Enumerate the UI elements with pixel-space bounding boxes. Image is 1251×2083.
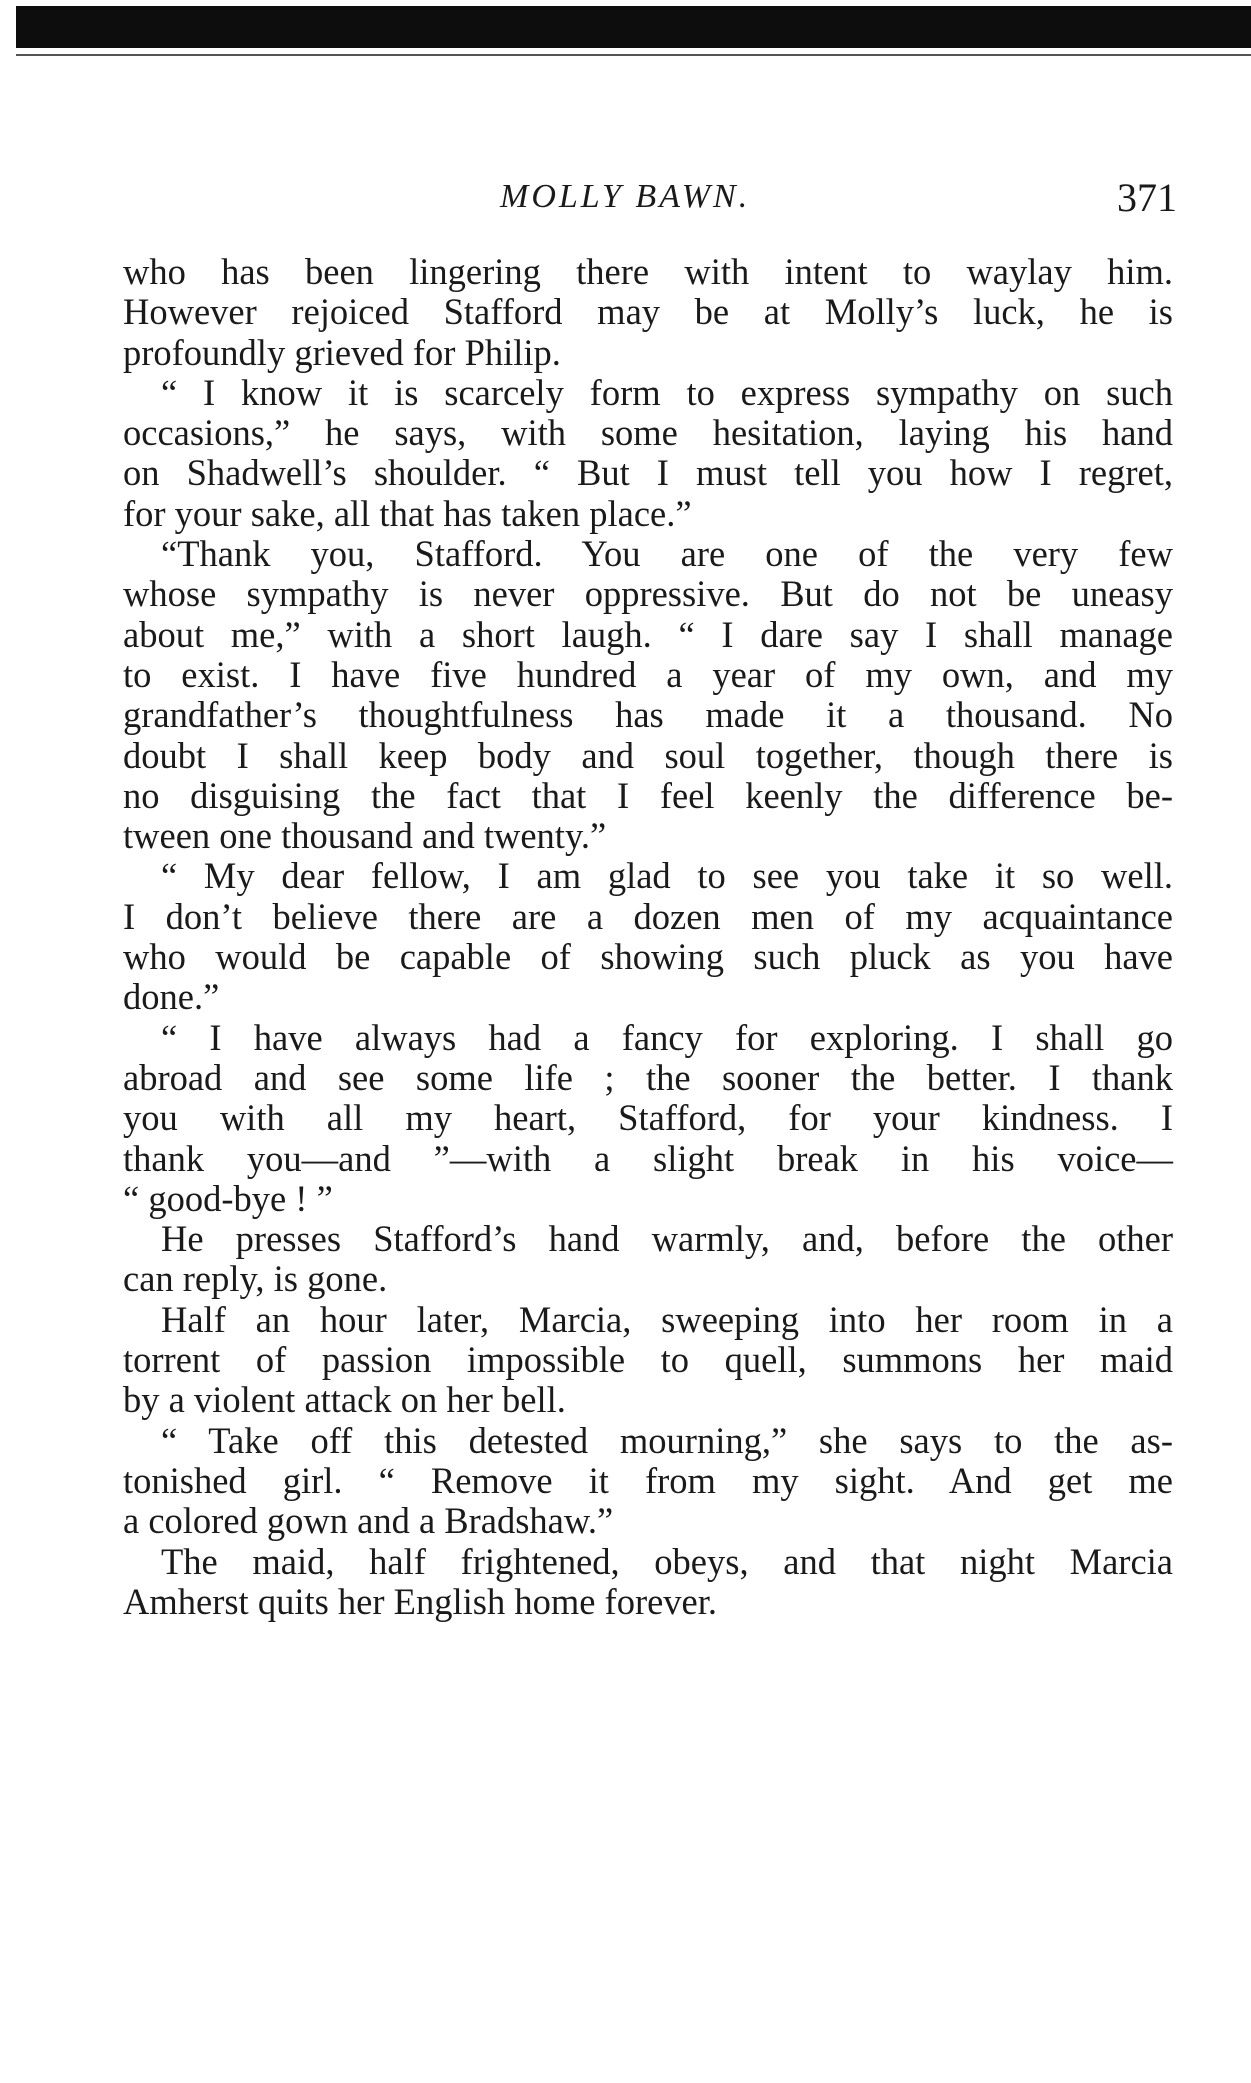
text-line: The maid, half frightened, obeys, and that night Marcia [161, 1540, 1173, 1582]
text-line: “ I know it is scarcely form to express sympathy on such [161, 371, 1173, 413]
text-line: whose sympathy is never oppressive. But do not be uneasy [123, 573, 1173, 615]
text-line: by a violent attack on her bell. [123, 1379, 566, 1421]
page-number: 371 [1117, 175, 1177, 220]
running-head: MOLLY BAWN. [500, 178, 751, 215]
text-line: doubt I shall keep body and soul together, though there is [123, 734, 1173, 776]
text-line: to exist. I have five hundred a year of my own, and my [123, 653, 1173, 695]
text-line: “ I have always had a fancy for exploring. I shall go [161, 1016, 1173, 1058]
text-line: However rejoiced Stafford may be at Molly’s luck, he is [123, 291, 1173, 333]
page-top-border [16, 6, 1251, 48]
text-line: who would be capable of showing such pluck as you have [123, 936, 1173, 978]
text-line: profoundly grieved for Philip. [123, 331, 561, 373]
body-text [123, 252, 1173, 1622]
text-line: abroad and see some life ; the sooner the better. I thank [123, 1056, 1173, 1098]
text-line: Amherst quits her English home forever. [123, 1580, 718, 1622]
text-line: tween one thousand and twenty.” [123, 815, 607, 857]
text-line: Half an hour later, Marcia, sweeping into her room in a [161, 1298, 1173, 1340]
text-line: a colored gown and a Bradshaw.” [123, 1500, 614, 1542]
text-line: done.” [123, 976, 220, 1018]
text-line: occasions,” he says, with some hesitation, laying his hand [123, 412, 1173, 454]
text-line: can reply, is gone. [123, 1258, 388, 1300]
text-line: no disguising the fact that I feel keenly the difference be- [123, 774, 1173, 816]
text-line: “Thank you, Stafford. You are one of the very few [161, 533, 1173, 575]
page-top-rule [16, 54, 1251, 56]
text-line: “ My dear fellow, I am glad to see you take it so well. [161, 855, 1173, 897]
text-line: “ Take off this detested mourning,” she says to the as- [161, 1419, 1173, 1461]
text-line: for your sake, all that has taken place.” [123, 492, 692, 534]
text-line: “ good-bye ! ” [123, 1177, 333, 1219]
text-line: who has been lingering there with intent to waylay him. [123, 251, 1173, 292]
text-line: you with all my heart, Stafford, for your kindness. I [123, 1097, 1173, 1139]
text-line: on Shadwell’s shoulder. “ But I must tell you how I regret, [123, 452, 1173, 494]
text-line: He presses Stafford’s hand warmly, and, before the other [161, 1218, 1173, 1260]
text-line: I don’t believe there are a dozen men of my acquaintance [123, 895, 1173, 937]
text-line: thank you—and ”—with a slight break in his voice— [123, 1137, 1173, 1179]
text-line: grandfather’s thoughtfulness has made it a thousand. No [123, 694, 1173, 736]
text-line: about me,” with a short laugh. “ I dare say I shall manage [123, 613, 1173, 655]
text-line: torrent of passion impossible to quell, summons her maid [123, 1339, 1173, 1381]
text-line: tonished girl. “ Remove it from my sight. And get me [123, 1459, 1173, 1501]
